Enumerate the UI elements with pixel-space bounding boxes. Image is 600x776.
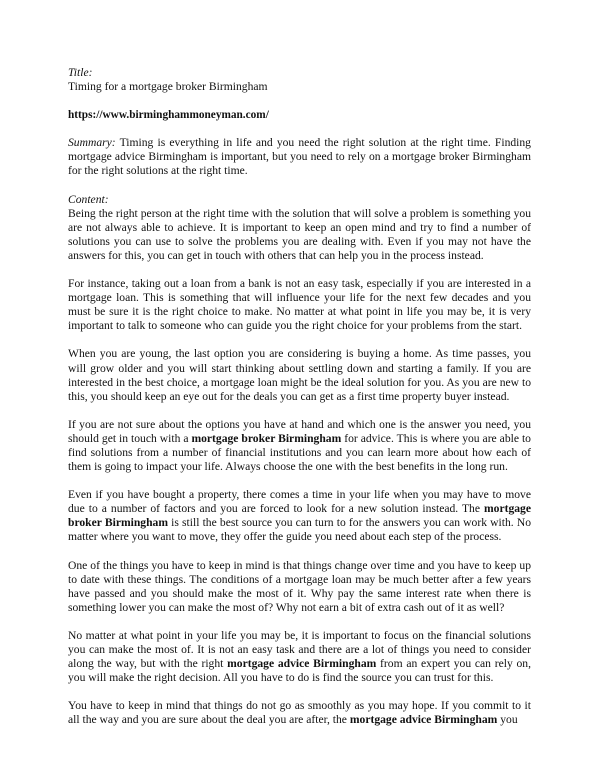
website-url-text[interactable]: https://www.birminghammoneyman.com/: [68, 109, 269, 122]
content-paragraph-8: [68, 699, 531, 727]
content-paragraph-7: [68, 629, 531, 685]
summary-label: Summary:: [68, 136, 116, 150]
paragraph-4-text-b: for advice. This is where you are able to find solutions from a number of financial institutions and you can learn more about how each of them is going to impact your life. Always choose the one with the best benefits in the long run.: [68, 431, 531, 474]
paragraph-8-text-b: you: [497, 713, 518, 727]
summary-text: Timing is everything in life and you need the right solution at the right time. Finding mortgage advice Birmingham is important, but you need to rely on a mortgage broker Birmingham for the right solutions at the right time.: [68, 136, 531, 178]
content-paragraph-1: Being the right person at the right time with the solution that will solve a problem is something you are not always able to achieve. It is important to keep an open mind and try to find a number of solutions you can use to solve the problems you are dealing with. Even if you may not have the answers for this, you can get in touch with others that can help you in the process instead.: [68, 206, 531, 262]
paragraph-8-text-a: You have to keep in mind that things do not go as smoothly as you may hope. If you commit to it all the way and you are sure about the deal you are after, the: [68, 699, 531, 727]
title-line: [68, 66, 531, 80]
document-page: [68, 66, 531, 741]
keyword-mortgage-advice: mortgage advice Birmingham: [227, 657, 377, 671]
paragraph-7-text-a: No matter at what point in your life you may be, it is important to focus on the financial solutions you can make the most of. It is not an easy task and there are a lot of things you need to consider along the way, but with the right: [68, 628, 531, 671]
content-paragraph-5: [68, 488, 531, 544]
content-label: Content:: [68, 192, 109, 206]
document-title: Timing for a mortgage broker Birmingham: [68, 80, 268, 94]
content-paragraph-2: For instance, taking out a loan from a bank is not an easy task, especially if you are interested in a mortgage loan. This is something that will influence your life for the next few decades and you must be sure it is the right choice to make. No matter at what point in life you may be, it is very important to talk to someone who can guide you the right choice for your problems from the start.: [68, 277, 531, 333]
title-label: Title:: [68, 66, 93, 79]
keyword-mortgage-advice: mortgage advice Birmingham: [349, 713, 498, 727]
summary-paragraph: [68, 136, 531, 178]
content-paragraph-6: One of the things you have to keep in mind is that things change over time and you have to keep up to date with these things. The conditions of a mortgage loan may be much better after a few years have passed and you should make the most of it. Why pay the same interest rate when there is something lower you can make the most of? Why not earn a bit of extra cash out of it as well?: [68, 558, 531, 614]
paragraph-4-text-a: If you are not sure about the options you have at hand and which one is the answer you need, you should get in touch with a: [68, 417, 531, 445]
paragraph-5-text-b: is still the best source you can turn to for the answers you can work with. No matter where you want to move, they offer the guide you need about each step of the process.: [68, 516, 531, 544]
title-block: [68, 66, 531, 94]
paragraph-5-text-a: Even if you have bought a property, there comes a time in your life when you may have to move due to a number of factors and you are forced to look for a new solution instead. The: [68, 488, 531, 516]
paragraph-7-text-b: from an expert you can rely on, you will make the right decision. All you have to do is find the source you can trust for this.: [68, 657, 531, 685]
keyword-mortgage-broker: mortgage broker Birmingham: [68, 502, 531, 530]
content-block: [68, 193, 531, 263]
content-paragraph-3: When you are young, the last option you are considering is buying a home. As time passes, you will grow older and you will start thinking about settling down and starting a family. If you are interested in the best choice, a mortgage loan might be the ideal solution for you. As you are new to this, you should keep an eye out for the deals you can get as a first time property buyer instead.: [68, 347, 531, 403]
keyword-mortgage-broker: mortgage broker Birmingham: [191, 431, 342, 445]
website-url[interactable]: [68, 108, 531, 122]
content-paragraph-4: [68, 418, 531, 474]
